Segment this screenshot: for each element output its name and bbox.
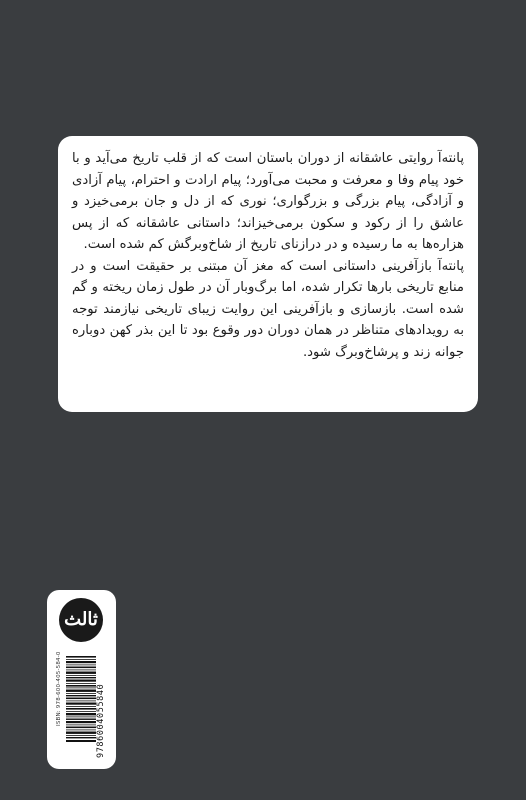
- isbn-label: ISBN: 978-600-405-584-0: [56, 651, 62, 726]
- blurb-text: [72, 148, 464, 363]
- blurb-paragraph-1: پانته‌آ روایتی عاشقانه از دوران باستان است که از قلب تاریخ می‌آید و با خود پیام وفا و معرفت و محبت می‌آورد؛ پیام ارادت و احترام، پیام آزادی و آزادگی، پیام بزرگی و بزرگواری؛ نوری که از دل و جان برمی‌خیزد و عاشق را از رکود و سکون برمی‌خیزاند؛ داستانی عاشقانه که از پس هزاره‌ها به ما رسیده و در درازنای تاریخ از شاخ‌وبرگش کم شده است.: [72, 151, 464, 252]
- barcode-card: [47, 590, 116, 769]
- blurb-panel: [58, 136, 478, 412]
- barcode-digits: 9786004055840: [96, 683, 106, 758]
- blurb-paragraph-2: پانته‌آ بازآفرینی داستانی است که مغز آن مبتنی بر حقیقت است و در منابع تاریخی بارها تکرار شده، اما برگ‌وبار آن در طول زمان ریخته و گم شده است. بازسازی و بازآفرینی این روایت زیبای تاریخی نیازمند توجه به رویدادهای متناظر در همان دوران دور وقوع بود تا این بذر کهن دوباره جوانه زند و پرشاخ‌وبرگ شود.: [72, 258, 464, 360]
- barcode-graphic: [66, 656, 96, 742]
- publisher-logo: ثالث: [59, 598, 103, 642]
